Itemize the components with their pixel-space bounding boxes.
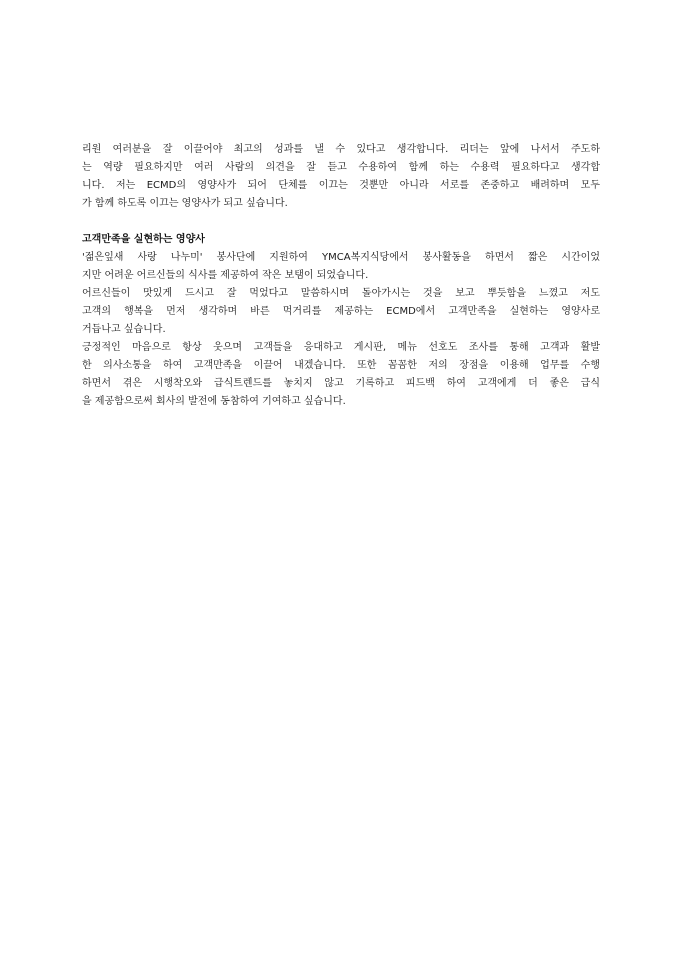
section-line: '젊은잎새 사랑 나누미' 봉사단에 지원하여 YMCA복지식당에서 봉사활동을 하면서 짧은 시간이었 — [82, 252, 600, 263]
section-line: 어르신들이 맛있게 드시고 잘 먹었다고 말씀하시며 돌아가시는 것을 보고 뿌듯함을 느꼈고 저도 — [82, 288, 600, 299]
document-body — [82, 141, 600, 411]
section-line: 한 의사소통을 하여 고객만족을 이끌어 내겠습니다. 또한 꼼꼼한 저의 장점을 이용해 업무를 수행 — [82, 360, 600, 371]
section-line: 하면서 겪은 시행착오와 급식트렌드를 놓치지 않고 기록하고 피드백 하여 고객에게 더 좋은 급식 — [82, 378, 600, 389]
section-line: 을 제공함으로써 회사의 발전에 동참하여 기여하고 싶습니다. — [82, 396, 346, 407]
section-line: 거듭나고 싶습니다. — [82, 324, 166, 335]
paragraph-gap — [82, 213, 600, 231]
section-line: 지만 어려운 어르신들의 식사를 제공하여 작은 보탬이 되었습니다. — [82, 270, 369, 281]
section-line: 긍정적인 마음으로 항상 웃으며 고객들을 응대하고 게시판, 메뉴 선호도 조사를 통해 고객과 활발 — [82, 342, 600, 353]
intro-line: 니다. 저는 ECMD의 영양사가 되어 단체를 이끄는 것뿐만 아니라 서로를 존중하고 배려하며 모두 — [82, 180, 600, 191]
intro-line: 는 역량 필요하지만 여러 사람의 의견을 잘 듣고 수용하여 함께 하는 수용력 필요하다고 생각합 — [82, 162, 600, 173]
intro-line: 가 함께 하도록 이끄는 영양사가 되고 싶습니다. — [82, 198, 288, 209]
section-line: 고객의 행복을 먼저 생각하며 바른 먹거리를 제공하는 ECMD에서 고객만족을 실현하는 영양사로 — [82, 306, 600, 317]
intro-line: 리원 여러분을 잘 이끌어야 최고의 성과를 낼 수 있다고 생각합니다. 리더는 앞에 나서서 주도하 — [82, 144, 600, 155]
section-heading: 고객만족을 실현하는 영양사 — [82, 234, 205, 245]
